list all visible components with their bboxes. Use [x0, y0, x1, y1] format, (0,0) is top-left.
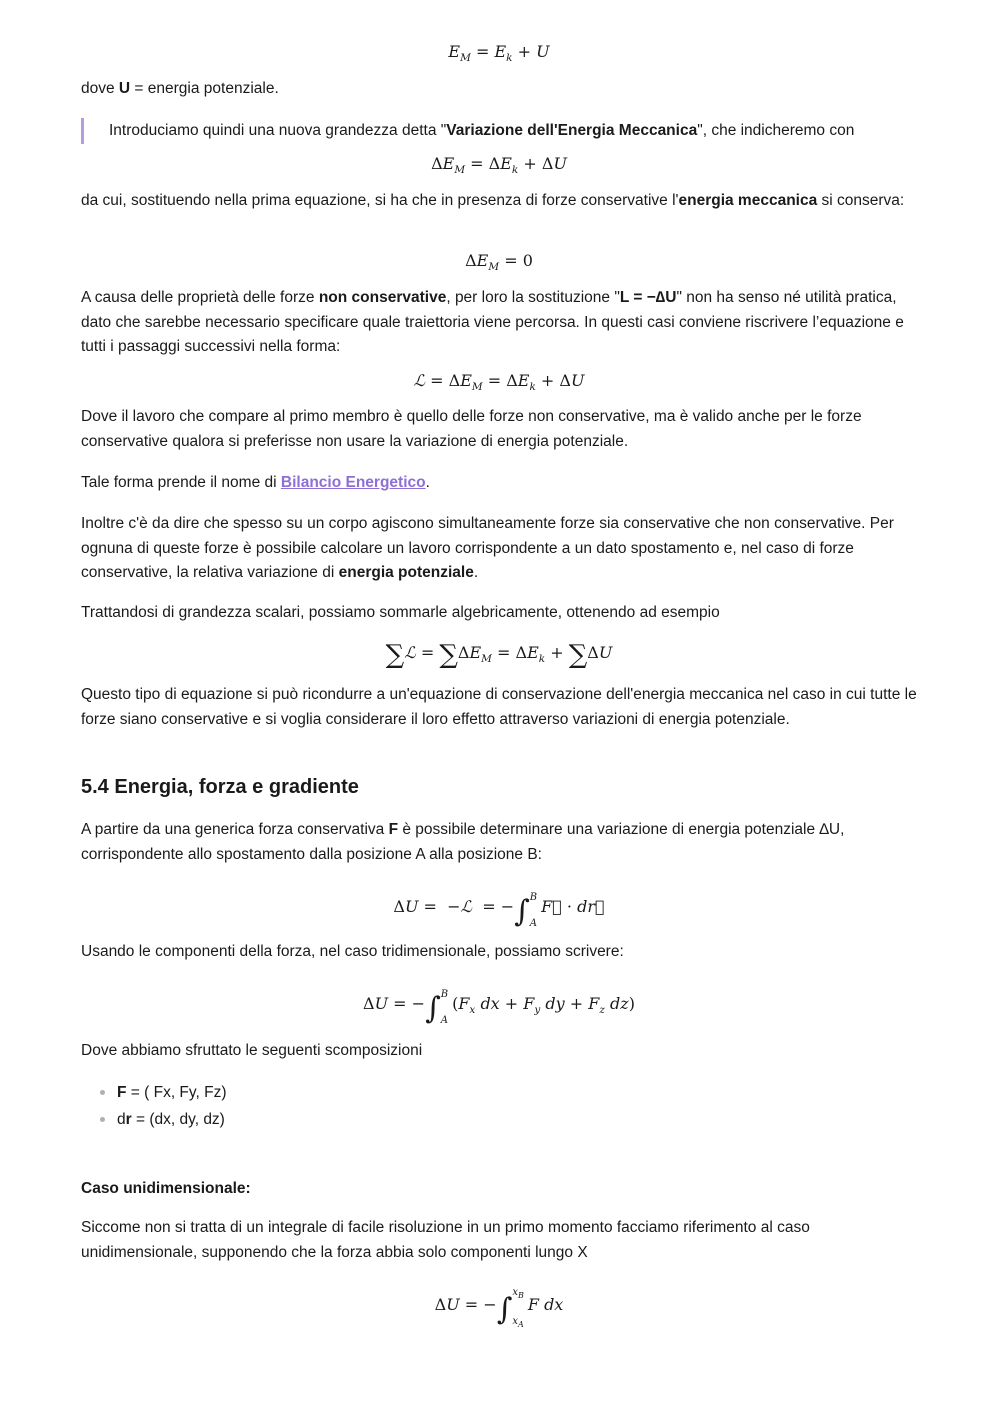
list-item: F = ( Fx, Fy, Fz): [81, 1079, 917, 1106]
formula-delta-em: $\Delta E_M = \Delta E_k + \Delta U$: [431, 154, 567, 176]
bullet-icon: [100, 1090, 105, 1095]
paragraph-components: Usando le componenti della forza, nel caso tridimensionale, possiamo scrivere:: [81, 943, 624, 960]
paragraph-conservative-force: A partire da una generica forza conservativa F è possibile determinare una variazione di energia potenziale ∆U, corrispondente allo spostamento dalla posizione A alla posizione B:: [81, 821, 845, 863]
formula-integral-components: ΔU = −∫ B A ($F_x$ dx + $F_y$ dy + $F_z$ dz): [363, 989, 635, 1026]
formula-integral-1d: ΔU = −∫ $x_B$ $x_A$ F dx: [434, 1287, 564, 1329]
paragraph-scalar-sum: Trattandosi di grandezza scalari, possiamo sommarle algebricamente, ottenendo ad esempio: [81, 604, 720, 621]
paragraph-decompositions: Dove abbiamo sfruttato le seguenti scomposizioni: [81, 1042, 423, 1059]
formula-sum-work: ∑ℒ = $\sum\Delta E_M = \Delta E_k + \sum\Delta U$: [385, 640, 613, 670]
formula-delta-em-zero: $\Delta E_M = 0$: [465, 251, 533, 273]
formula-mechanical-energy: $E_M = E_k + U$: [448, 42, 550, 64]
section-heading: 5.4 Energia, forza e gradiente: [81, 776, 359, 798]
bullet-icon: [100, 1117, 105, 1122]
paragraph-potential-energy-def: dove U = energia potenziale.: [81, 80, 279, 97]
formula-integral-vector: ΔU = −ℒ = −∫ B A F⃗ · dr⃗: [393, 892, 605, 929]
decomposition-list: [81, 1079, 917, 1133]
paragraph-conservation-equation: Questo tipo di equazione si può ricondurre a un'equazione di conservazione dell'energia meccanica nel caso in cui tutte le forze siano conservative e si voglia considerare il loro effetto attraverso variazioni di energia potenziale.: [81, 686, 917, 728]
paragraph-one-dimensional: Siccome non si tratta di un integrale di facile risoluzione in un primo momento facciamo riferimento al caso unidimensionale, supponendo che la forza abbia solo componenti lungo X: [81, 1219, 810, 1261]
paragraph-non-conservative: A causa delle proprietà delle forze non conservative, per loro la sostituzione "L = −∆U" non ha senso né utilità pratica, dato che sarebbe necessario specificare quale traiettoria viene percorsa. In questi casi conviene riscrivere l’equazione e tutti i passaggi successivi nella forma:: [81, 289, 904, 355]
paragraph-energy-balance: Tale forma prende il nome di Bilancio Energetico.: [81, 474, 430, 491]
subheading-one-dimensional: Caso unidimensionale:: [81, 1180, 251, 1197]
paragraph-work-first-member: Dove il lavoro che compare al primo membro è quello delle forze non conservative, ma è valido anche per le forze conservative qualora si preferisse non usare la variazione di energia potenziale.: [81, 408, 862, 450]
paragraph-multiple-forces: Inoltre c'è da dire che spesso su un corpo agiscono simultaneamente forze sia conservative che non conservative. Per ognuna di queste forze è possibile calcolare un lavoro corrispondente a un dato spostamento e, nel caso di forze conservative, la relativa variazione di energia potenziale.: [81, 515, 894, 581]
paragraph-energy-conserved: da cui, sostituendo nella prima equazione, si ha che in presenza di forze conservative l'energia meccanica si conserva:: [81, 192, 905, 209]
blockquote-mechanical-energy-variation: Introduciamo quindi una nuova grandezza detta "Variazione dell'Energia Meccanica", che indicheremo con: [81, 118, 917, 144]
bilancio-energetico-link[interactable]: Bilancio Energetico: [280, 474, 426, 491]
list-item: dr = (dx, dy, dz): [81, 1106, 917, 1133]
formula-work-balance: ℒ = $\Delta E_M = \Delta E_k + \Delta U$: [413, 371, 585, 393]
